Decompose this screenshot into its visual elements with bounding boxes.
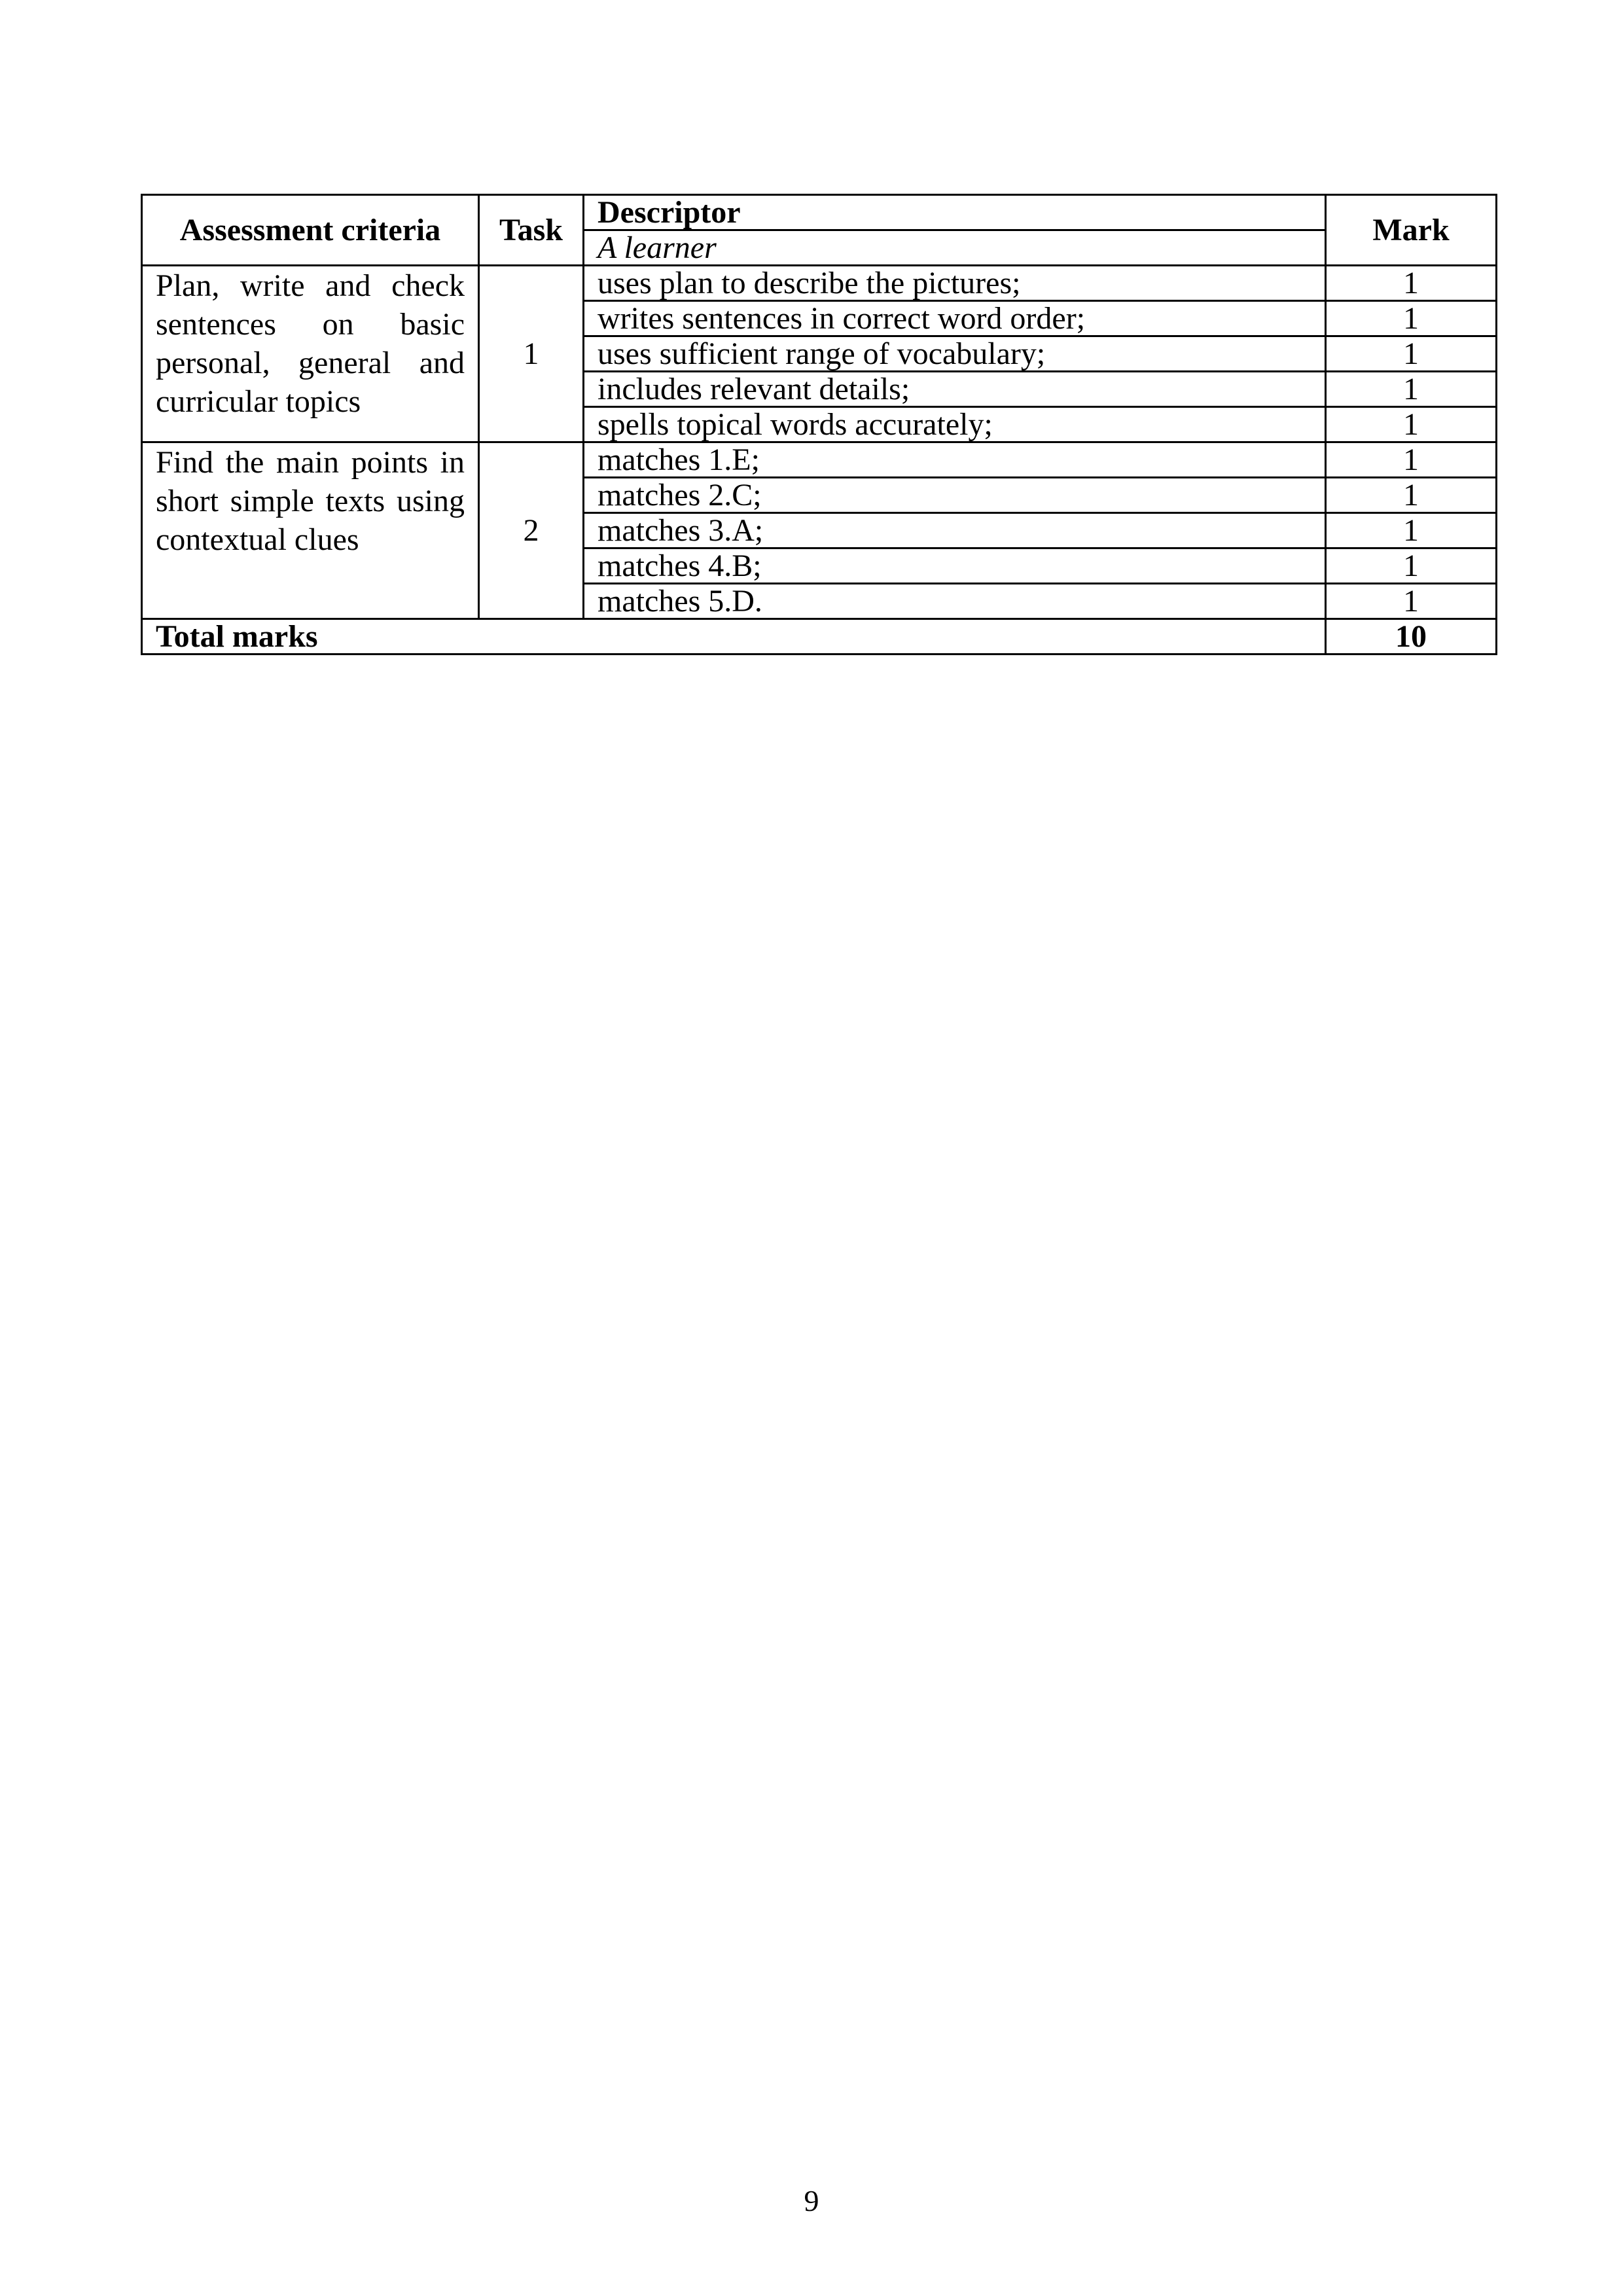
mark-cell: 1	[1326, 336, 1497, 372]
total-value: 10	[1326, 619, 1497, 655]
total-row	[142, 619, 1497, 655]
descriptor-cell: matches 1.E;	[584, 442, 1326, 478]
header-descriptor: Descriptor	[584, 195, 1326, 230]
task-cell: 1	[479, 266, 584, 442]
header-row	[142, 195, 1497, 230]
task-cell: 2	[479, 442, 584, 619]
mark-cell: 1	[1326, 266, 1497, 301]
assessment-table	[141, 194, 1497, 655]
page-number: 9	[804, 2184, 819, 2217]
mark-cell: 1	[1326, 478, 1497, 513]
descriptor-cell: matches 2.C;	[584, 478, 1326, 513]
total-label: Total marks	[142, 619, 1326, 655]
mark-cell: 1	[1326, 407, 1497, 442]
header-criteria: Assessment criteria	[142, 195, 479, 266]
mark-cell: 1	[1326, 301, 1497, 336]
descriptor-cell: matches 4.B;	[584, 548, 1326, 584]
mark-cell: 1	[1326, 372, 1497, 407]
descriptor-cell: uses plan to describe the pictures;	[584, 266, 1326, 301]
criteria-cell: Find the main points in short simple texts using contextual clues	[142, 442, 479, 619]
descriptor-cell: matches 3.A;	[584, 513, 1326, 548]
table-row	[142, 442, 1497, 478]
mark-cell: 1	[1326, 513, 1497, 548]
descriptor-cell: includes relevant details;	[584, 372, 1326, 407]
descriptor-cell: writes sentences in correct word order;	[584, 301, 1326, 336]
mark-cell: 1	[1326, 442, 1497, 478]
mark-cell: 1	[1326, 548, 1497, 584]
mark-cell: 1	[1326, 584, 1497, 619]
header-mark: Mark	[1326, 195, 1497, 266]
descriptor-cell: uses sufficient range of vocabulary;	[584, 336, 1326, 372]
header-task: Task	[479, 195, 584, 266]
criteria-cell: Plan, write and check sentences on basic personal, general and curricular topics	[142, 266, 479, 442]
header-descriptor-sub: A learner	[584, 230, 1326, 266]
table-row	[142, 266, 1497, 301]
descriptor-cell: matches 5.D.	[584, 584, 1326, 619]
descriptor-cell: spells topical words accurately;	[584, 407, 1326, 442]
